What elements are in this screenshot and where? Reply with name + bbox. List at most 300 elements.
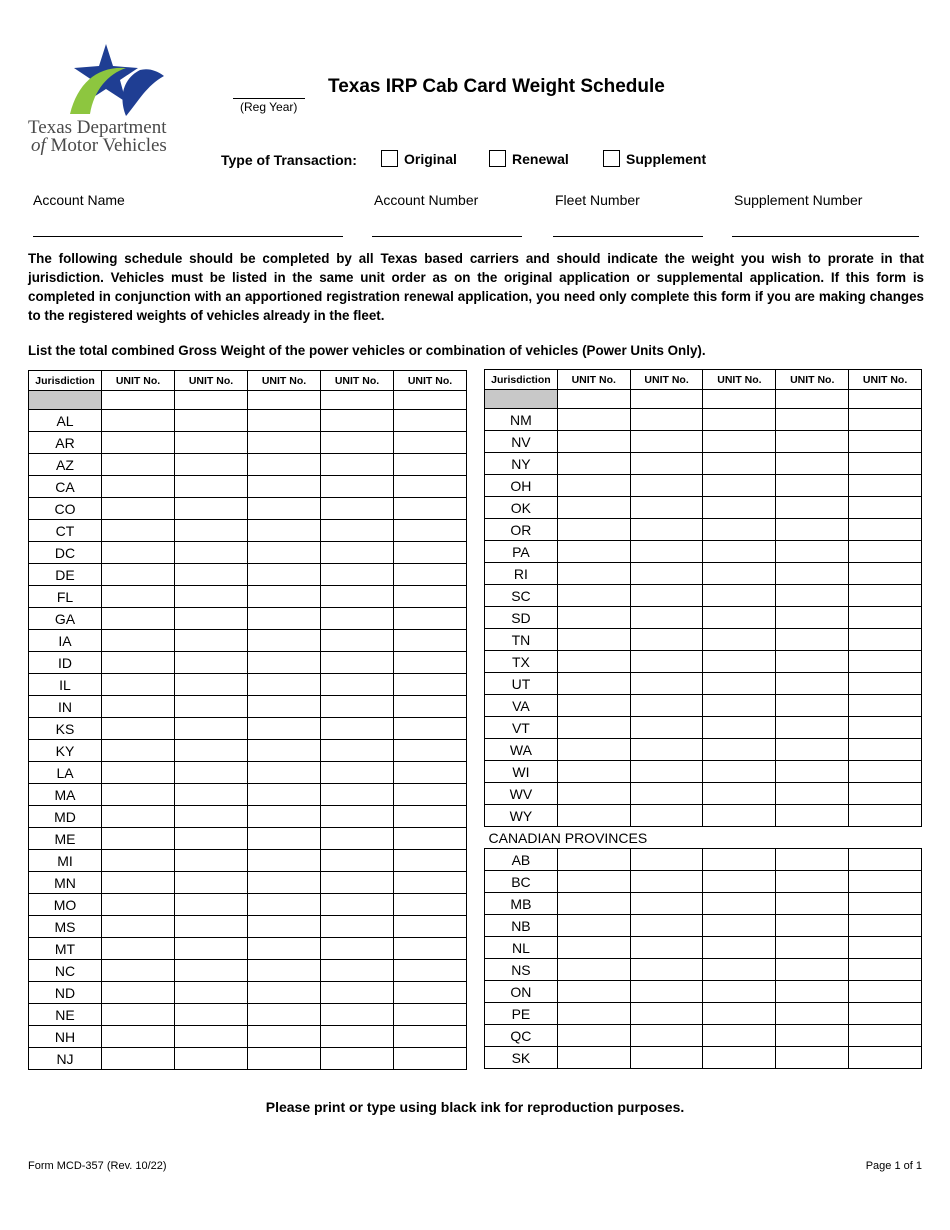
unit-weight-cell[interactable] [703,783,776,805]
unit-weight-cell[interactable] [248,608,321,630]
unit-weight-cell[interactable] [175,674,248,696]
unit-weight-cell[interactable] [248,454,321,476]
unit-weight-cell[interactable] [630,1003,703,1025]
unit-weight-cell[interactable] [102,784,175,806]
unit-weight-cell[interactable] [557,717,630,739]
unit-weight-cell[interactable] [394,564,467,586]
checkbox-box[interactable] [381,150,398,167]
unit-weight-cell[interactable] [776,651,849,673]
unit-weight-cell[interactable] [776,519,849,541]
unit-weight-cell[interactable] [102,894,175,916]
unit-weight-cell[interactable] [248,740,321,762]
unit-weight-cell[interactable] [175,762,248,784]
unit-weight-cell[interactable] [175,652,248,674]
unit-weight-cell[interactable] [394,608,467,630]
unit-weight-cell[interactable] [630,1025,703,1047]
unit-weight-cell[interactable] [321,872,394,894]
unit-weight-cell[interactable] [102,586,175,608]
unit-weight-cell[interactable] [703,431,776,453]
unit-weight-cell[interactable] [248,982,321,1004]
unit-weight-cell[interactable] [849,475,922,497]
unit-weight-cell[interactable] [321,894,394,916]
unit-weight-cell[interactable] [630,563,703,585]
unit-weight-cell[interactable] [394,586,467,608]
unit-weight-cell[interactable] [102,410,175,432]
unit-weight-cell[interactable] [394,410,467,432]
unit-weight-cell[interactable] [394,872,467,894]
unit-weight-cell[interactable] [776,849,849,871]
unit-weight-cell[interactable] [102,564,175,586]
unit-weight-cell[interactable] [703,849,776,871]
unit-weight-cell[interactable] [557,893,630,915]
unit-weight-cell[interactable] [776,409,849,431]
unit-weight-cell[interactable] [776,915,849,937]
unit-weight-cell[interactable] [248,894,321,916]
unit-weight-cell[interactable] [102,850,175,872]
reg-year-line[interactable] [233,98,305,99]
unit-weight-cell[interactable] [321,806,394,828]
unit-weight-cell[interactable] [849,1047,922,1069]
unit-weight-cell[interactable] [394,894,467,916]
unit-weight-cell[interactable] [321,982,394,1004]
unit-weight-cell[interactable] [557,915,630,937]
unit-cell[interactable] [557,390,630,409]
unit-weight-cell[interactable] [102,740,175,762]
unit-weight-cell[interactable] [776,717,849,739]
unit-weight-cell[interactable] [248,1048,321,1070]
unit-weight-cell[interactable] [630,871,703,893]
unit-weight-cell[interactable] [102,520,175,542]
unit-weight-cell[interactable] [557,431,630,453]
unit-weight-cell[interactable] [102,542,175,564]
unit-weight-cell[interactable] [849,585,922,607]
unit-weight-cell[interactable] [557,937,630,959]
unit-weight-cell[interactable] [321,1048,394,1070]
unit-weight-cell[interactable] [175,938,248,960]
unit-weight-cell[interactable] [703,519,776,541]
unit-weight-cell[interactable] [321,410,394,432]
unit-weight-cell[interactable] [102,938,175,960]
unit-weight-cell[interactable] [557,585,630,607]
unit-weight-cell[interactable] [321,652,394,674]
unit-weight-cell[interactable] [248,938,321,960]
unit-weight-cell[interactable] [248,806,321,828]
unit-weight-cell[interactable] [248,476,321,498]
unit-weight-cell[interactable] [248,410,321,432]
unit-weight-cell[interactable] [175,542,248,564]
unit-weight-cell[interactable] [102,498,175,520]
unit-weight-cell[interactable] [703,563,776,585]
unit-weight-cell[interactable] [248,1004,321,1026]
unit-weight-cell[interactable] [557,497,630,519]
unit-weight-cell[interactable] [703,453,776,475]
unit-weight-cell[interactable] [703,1025,776,1047]
unit-weight-cell[interactable] [102,982,175,1004]
unit-weight-cell[interactable] [849,651,922,673]
unit-weight-cell[interactable] [394,542,467,564]
unit-weight-cell[interactable] [102,762,175,784]
unit-weight-cell[interactable] [248,828,321,850]
unit-weight-cell[interactable] [703,1047,776,1069]
unit-weight-cell[interactable] [394,454,467,476]
unit-weight-cell[interactable] [175,564,248,586]
unit-weight-cell[interactable] [776,563,849,585]
unit-weight-cell[interactable] [630,761,703,783]
unit-weight-cell[interactable] [703,629,776,651]
unit-weight-cell[interactable] [321,696,394,718]
unit-weight-cell[interactable] [557,805,630,827]
unit-weight-cell[interactable] [321,718,394,740]
unit-cell[interactable] [630,390,703,409]
unit-weight-cell[interactable] [557,981,630,1003]
unit-weight-cell[interactable] [394,784,467,806]
unit-weight-cell[interactable] [630,717,703,739]
unit-weight-cell[interactable] [394,916,467,938]
unit-weight-cell[interactable] [102,630,175,652]
unit-weight-cell[interactable] [248,674,321,696]
unit-weight-cell[interactable] [776,893,849,915]
unit-weight-cell[interactable] [102,696,175,718]
unit-weight-cell[interactable] [321,586,394,608]
unit-cell[interactable] [175,391,248,410]
unit-weight-cell[interactable] [557,783,630,805]
unit-weight-cell[interactable] [394,1004,467,1026]
unit-weight-cell[interactable] [630,651,703,673]
unit-weight-cell[interactable] [102,916,175,938]
unit-weight-cell[interactable] [630,673,703,695]
unit-weight-cell[interactable] [394,432,467,454]
renewal-checkbox[interactable]: Renewal [489,150,569,167]
unit-weight-cell[interactable] [776,453,849,475]
unit-weight-cell[interactable] [776,673,849,695]
unit-weight-cell[interactable] [703,585,776,607]
unit-weight-cell[interactable] [630,849,703,871]
unit-weight-cell[interactable] [630,431,703,453]
unit-weight-cell[interactable] [102,608,175,630]
checkbox-box[interactable] [489,150,506,167]
unit-weight-cell[interactable] [394,652,467,674]
unit-weight-cell[interactable] [849,673,922,695]
unit-weight-cell[interactable] [394,674,467,696]
unit-weight-cell[interactable] [703,607,776,629]
unit-weight-cell[interactable] [175,982,248,1004]
unit-weight-cell[interactable] [394,498,467,520]
unit-weight-cell[interactable] [776,871,849,893]
unit-weight-cell[interactable] [776,783,849,805]
unit-weight-cell[interactable] [321,542,394,564]
unit-weight-cell[interactable] [321,784,394,806]
unit-weight-cell[interactable] [630,739,703,761]
unit-weight-cell[interactable] [776,739,849,761]
unit-weight-cell[interactable] [175,630,248,652]
unit-weight-cell[interactable] [849,915,922,937]
unit-weight-cell[interactable] [248,696,321,718]
unit-weight-cell[interactable] [776,805,849,827]
unit-weight-cell[interactable] [175,894,248,916]
unit-weight-cell[interactable] [630,475,703,497]
unit-weight-cell[interactable] [248,784,321,806]
unit-weight-cell[interactable] [175,828,248,850]
unit-weight-cell[interactable] [175,1048,248,1070]
unit-weight-cell[interactable] [175,1004,248,1026]
unit-cell[interactable] [849,390,922,409]
unit-weight-cell[interactable] [849,739,922,761]
unit-weight-cell[interactable] [394,938,467,960]
unit-weight-cell[interactable] [630,497,703,519]
unit-weight-cell[interactable] [248,542,321,564]
unit-weight-cell[interactable] [849,1025,922,1047]
unit-weight-cell[interactable] [248,960,321,982]
unit-weight-cell[interactable] [394,762,467,784]
unit-weight-cell[interactable] [557,673,630,695]
unit-weight-cell[interactable] [248,762,321,784]
unit-weight-cell[interactable] [703,651,776,673]
unit-weight-cell[interactable] [776,431,849,453]
unit-weight-cell[interactable] [321,740,394,762]
unit-weight-cell[interactable] [321,520,394,542]
unit-weight-cell[interactable] [394,718,467,740]
unit-weight-cell[interactable] [849,563,922,585]
unit-weight-cell[interactable] [630,409,703,431]
unit-weight-cell[interactable] [102,674,175,696]
unit-weight-cell[interactable] [849,871,922,893]
unit-weight-cell[interactable] [849,959,922,981]
unit-weight-cell[interactable] [557,871,630,893]
unit-weight-cell[interactable] [703,739,776,761]
unit-weight-cell[interactable] [321,432,394,454]
unit-weight-cell[interactable] [776,1003,849,1025]
unit-weight-cell[interactable] [175,872,248,894]
unit-weight-cell[interactable] [102,806,175,828]
unit-weight-cell[interactable] [248,850,321,872]
unit-weight-cell[interactable] [394,806,467,828]
unit-weight-cell[interactable] [630,541,703,563]
unit-weight-cell[interactable] [248,1026,321,1048]
unit-weight-cell[interactable] [321,850,394,872]
unit-weight-cell[interactable] [557,629,630,651]
unit-weight-cell[interactable] [703,541,776,563]
unit-weight-cell[interactable] [321,916,394,938]
unit-weight-cell[interactable] [321,960,394,982]
unit-weight-cell[interactable] [102,432,175,454]
unit-weight-cell[interactable] [102,718,175,740]
unit-weight-cell[interactable] [248,916,321,938]
unit-weight-cell[interactable] [102,1048,175,1070]
unit-weight-cell[interactable] [102,1026,175,1048]
unit-weight-cell[interactable] [849,607,922,629]
unit-weight-cell[interactable] [703,805,776,827]
unit-weight-cell[interactable] [557,1025,630,1047]
unit-weight-cell[interactable] [394,696,467,718]
unit-weight-cell[interactable] [321,630,394,652]
unit-weight-cell[interactable] [776,607,849,629]
unit-weight-cell[interactable] [321,762,394,784]
unit-weight-cell[interactable] [557,563,630,585]
unit-weight-cell[interactable] [394,1026,467,1048]
unit-weight-cell[interactable] [175,806,248,828]
unit-weight-cell[interactable] [849,805,922,827]
unit-weight-cell[interactable] [175,520,248,542]
unit-weight-cell[interactable] [557,739,630,761]
unit-weight-cell[interactable] [557,475,630,497]
supplement-checkbox[interactable]: Supplement [603,150,706,167]
unit-weight-cell[interactable] [776,541,849,563]
unit-weight-cell[interactable] [394,828,467,850]
unit-weight-cell[interactable] [175,784,248,806]
unit-weight-cell[interactable] [394,850,467,872]
unit-weight-cell[interactable] [630,981,703,1003]
unit-weight-cell[interactable] [703,409,776,431]
unit-weight-cell[interactable] [321,564,394,586]
unit-weight-cell[interactable] [394,630,467,652]
unit-weight-cell[interactable] [557,695,630,717]
account-name-field[interactable] [33,236,343,237]
unit-weight-cell[interactable] [849,893,922,915]
unit-weight-cell[interactable] [557,519,630,541]
unit-weight-cell[interactable] [630,629,703,651]
unit-weight-cell[interactable] [248,432,321,454]
unit-cell[interactable] [394,391,467,410]
unit-weight-cell[interactable] [557,651,630,673]
unit-weight-cell[interactable] [776,959,849,981]
unit-weight-cell[interactable] [630,915,703,937]
unit-weight-cell[interactable] [394,740,467,762]
unit-weight-cell[interactable] [394,476,467,498]
unit-cell[interactable] [321,391,394,410]
unit-weight-cell[interactable] [849,849,922,871]
unit-weight-cell[interactable] [321,476,394,498]
unit-weight-cell[interactable] [849,695,922,717]
unit-weight-cell[interactable] [630,893,703,915]
unit-weight-cell[interactable] [630,695,703,717]
unit-weight-cell[interactable] [630,959,703,981]
unit-cell[interactable] [703,390,776,409]
unit-weight-cell[interactable] [703,981,776,1003]
unit-weight-cell[interactable] [321,608,394,630]
unit-weight-cell[interactable] [776,497,849,519]
unit-weight-cell[interactable] [175,454,248,476]
unit-weight-cell[interactable] [557,409,630,431]
unit-weight-cell[interactable] [557,541,630,563]
unit-weight-cell[interactable] [394,1048,467,1070]
unit-weight-cell[interactable] [321,1004,394,1026]
unit-weight-cell[interactable] [102,872,175,894]
unit-weight-cell[interactable] [630,585,703,607]
unit-weight-cell[interactable] [776,1025,849,1047]
unit-weight-cell[interactable] [703,673,776,695]
unit-weight-cell[interactable] [557,849,630,871]
unit-weight-cell[interactable] [557,453,630,475]
unit-weight-cell[interactable] [175,718,248,740]
account-number-field[interactable] [372,236,522,237]
unit-weight-cell[interactable] [175,696,248,718]
unit-weight-cell[interactable] [630,805,703,827]
unit-weight-cell[interactable] [703,761,776,783]
unit-weight-cell[interactable] [776,1047,849,1069]
fleet-number-field[interactable] [553,236,703,237]
unit-weight-cell[interactable] [630,519,703,541]
unit-weight-cell[interactable] [776,585,849,607]
unit-weight-cell[interactable] [849,453,922,475]
unit-weight-cell[interactable] [175,1026,248,1048]
unit-weight-cell[interactable] [102,652,175,674]
unit-weight-cell[interactable] [175,740,248,762]
unit-weight-cell[interactable] [849,519,922,541]
unit-weight-cell[interactable] [703,1003,776,1025]
unit-cell[interactable] [102,391,175,410]
unit-cell[interactable] [776,390,849,409]
unit-weight-cell[interactable] [776,475,849,497]
unit-weight-cell[interactable] [849,431,922,453]
unit-weight-cell[interactable] [703,717,776,739]
unit-weight-cell[interactable] [849,783,922,805]
unit-weight-cell[interactable] [248,652,321,674]
unit-weight-cell[interactable] [776,981,849,1003]
unit-weight-cell[interactable] [849,497,922,519]
unit-weight-cell[interactable] [557,1047,630,1069]
unit-weight-cell[interactable] [321,1026,394,1048]
unit-weight-cell[interactable] [248,564,321,586]
unit-weight-cell[interactable] [703,937,776,959]
unit-weight-cell[interactable] [175,586,248,608]
unit-weight-cell[interactable] [175,608,248,630]
unit-weight-cell[interactable] [557,761,630,783]
unit-weight-cell[interactable] [849,409,922,431]
original-checkbox[interactable]: Original [381,150,457,167]
unit-weight-cell[interactable] [102,476,175,498]
unit-weight-cell[interactable] [849,761,922,783]
unit-weight-cell[interactable] [630,937,703,959]
unit-weight-cell[interactable] [703,497,776,519]
unit-weight-cell[interactable] [630,783,703,805]
unit-weight-cell[interactable] [175,476,248,498]
unit-weight-cell[interactable] [557,1003,630,1025]
unit-weight-cell[interactable] [776,695,849,717]
unit-weight-cell[interactable] [321,938,394,960]
unit-weight-cell[interactable] [557,959,630,981]
unit-weight-cell[interactable] [175,916,248,938]
unit-weight-cell[interactable] [248,586,321,608]
unit-weight-cell[interactable] [175,850,248,872]
checkbox-box[interactable] [603,150,620,167]
unit-weight-cell[interactable] [321,674,394,696]
unit-weight-cell[interactable] [630,607,703,629]
unit-weight-cell[interactable] [776,937,849,959]
unit-weight-cell[interactable] [175,960,248,982]
unit-weight-cell[interactable] [102,960,175,982]
unit-weight-cell[interactable] [102,1004,175,1026]
supplement-number-field[interactable] [732,236,919,237]
unit-weight-cell[interactable] [248,520,321,542]
unit-cell[interactable] [248,391,321,410]
unit-weight-cell[interactable] [849,717,922,739]
unit-weight-cell[interactable] [849,1003,922,1025]
unit-weight-cell[interactable] [630,453,703,475]
unit-weight-cell[interactable] [849,937,922,959]
unit-weight-cell[interactable] [394,982,467,1004]
unit-weight-cell[interactable] [849,629,922,651]
unit-weight-cell[interactable] [703,695,776,717]
unit-weight-cell[interactable] [321,454,394,476]
unit-weight-cell[interactable] [557,607,630,629]
unit-weight-cell[interactable] [703,475,776,497]
unit-weight-cell[interactable] [394,520,467,542]
unit-weight-cell[interactable] [630,1047,703,1069]
unit-weight-cell[interactable] [703,915,776,937]
unit-weight-cell[interactable] [776,761,849,783]
unit-weight-cell[interactable] [175,498,248,520]
unit-weight-cell[interactable] [248,630,321,652]
